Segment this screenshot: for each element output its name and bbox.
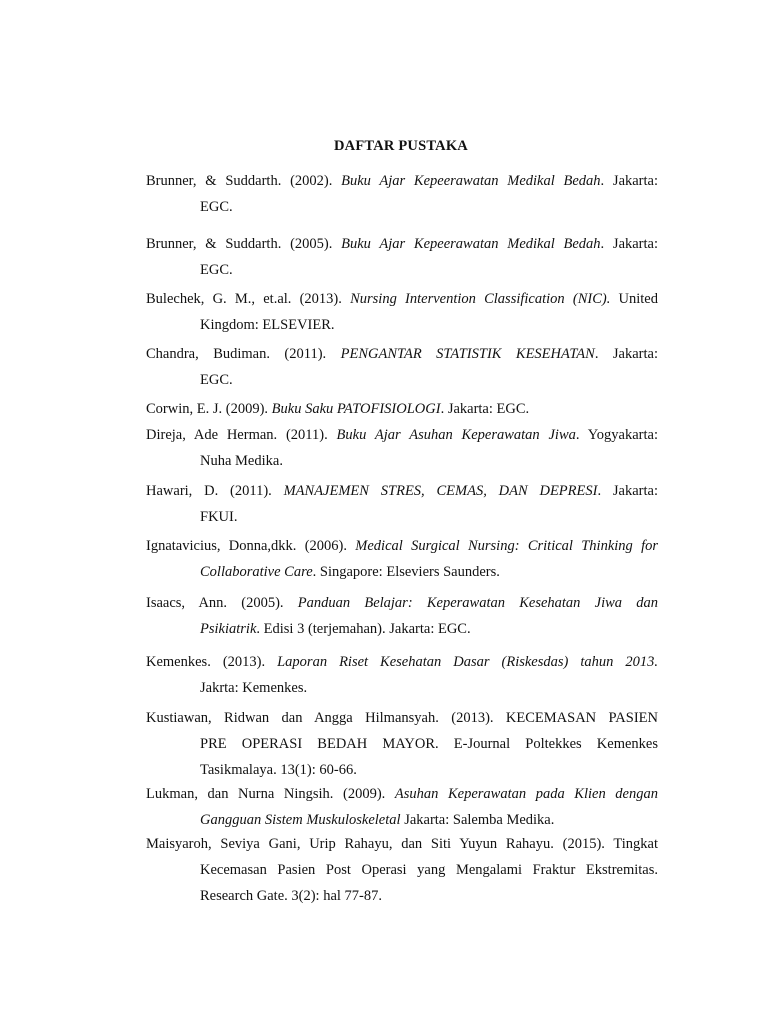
reference-title-text: Buku Ajar Kepeerawatan Medikal Bedah <box>341 236 601 252</box>
reference-text: PRE OPERASI BEDAH MAYOR. E-Journal Poltekkes Kemenkes <box>200 736 658 752</box>
reference-entry <box>146 168 658 220</box>
reference-entry <box>146 341 658 393</box>
reference-text: FKUI. <box>200 509 238 525</box>
reference-text: Ignatavicius, Donna,dkk. (2006). <box>146 538 356 554</box>
reference-text: Maisyaroh, Seviya Gani, Urip Rahayu, dan Siti Yuyun Rahayu. (2015). Tingkat <box>146 836 658 852</box>
reference-text: . Jakarta: <box>594 346 659 362</box>
reference-text: Jakrta: Kemenkes. <box>200 680 308 696</box>
reference-line <box>146 448 658 474</box>
reference-title-text: Asuhan Keperawatan pada Klien dengan <box>394 786 658 802</box>
reference-line <box>146 757 658 783</box>
reference-line <box>146 831 658 857</box>
reference-line <box>146 286 658 312</box>
reference-line <box>146 478 658 504</box>
reference-entry <box>146 231 658 283</box>
reference-text: Kecemasan Pasien Post Operasi yang Mengalami Fraktur Ekstremitas. <box>200 862 658 878</box>
reference-text: . Jakarta: <box>600 236 659 252</box>
reference-text: . Jakarta: <box>597 483 658 499</box>
reference-line <box>146 168 658 194</box>
reference-title-text: Laporan Riset Kesehatan Dasar (Riskesdas) tahun 2013. <box>277 654 659 670</box>
reference-text: Kustiawan, Ridwan dan Angga Hilmansyah. (2013). KECEMASAN PASIEN <box>146 710 658 726</box>
reference-text: EGC. <box>200 199 233 215</box>
reference-title-text: Buku Ajar Kepeerawatan Medikal Bedah <box>341 173 601 189</box>
reference-line <box>146 616 658 642</box>
reference-line <box>146 504 658 530</box>
reference-entry <box>146 396 658 422</box>
reference-line <box>146 649 658 675</box>
reference-text: . Jakarta: EGC. <box>440 401 530 417</box>
reference-text: Lukman, dan Nurna Ningsih. (2009). <box>146 786 395 802</box>
reference-line <box>146 857 658 883</box>
reference-text: Brunner, & Suddarth. (2002). <box>146 173 342 189</box>
reference-text: United <box>610 291 658 307</box>
reference-title-text: Buku Saku PATOFISIOLOGI <box>271 401 441 417</box>
reference-text: EGC. <box>200 372 233 388</box>
reference-text: Nuha Medika. <box>200 453 283 469</box>
reference-title-text: Gangguan Sistem Muskuloskeletal <box>200 812 401 828</box>
reference-text: . Yogyakarta: <box>575 427 658 443</box>
reference-text: Hawari, D. (2011). <box>146 483 284 499</box>
reference-text: Bulechek, G. M., et.al. (2013). <box>146 291 351 307</box>
reference-entry <box>146 478 658 530</box>
reference-text: Brunner, & Suddarth. (2005). <box>146 236 342 252</box>
reference-text: EGC. <box>200 262 233 278</box>
reference-line <box>146 396 658 422</box>
reference-title-text: Psikiatrik <box>200 621 257 637</box>
reference-entry <box>146 781 658 833</box>
reference-entry <box>146 649 658 701</box>
reference-text: Chandra, Budiman. (2011). <box>146 346 341 362</box>
reference-line <box>146 341 658 367</box>
reference-text: . Edisi 3 (terjemahan). Jakarta: EGC. <box>256 621 471 637</box>
reference-entry <box>146 533 658 585</box>
reference-line <box>146 675 658 701</box>
reference-text: Kingdom: ELSEVIER. <box>200 317 335 333</box>
reference-text: Direja, Ade Herman. (2011). <box>146 427 337 443</box>
reference-line <box>146 422 658 448</box>
reference-text: Jakarta: Salemba Medika. <box>400 812 555 828</box>
reference-line <box>146 781 658 807</box>
reference-text: Isaacs, Ann. (2005). <box>146 595 298 611</box>
reference-entry <box>146 705 658 783</box>
reference-line <box>146 731 658 757</box>
reference-title-text: PENGANTAR STATISTIK KESEHATAN <box>340 346 595 362</box>
reference-entry <box>146 590 658 642</box>
reference-text: . Singapore: Elseviers Saunders. <box>312 564 500 580</box>
reference-text: Kemenkes. (2013). <box>146 654 278 670</box>
reference-line <box>146 590 658 616</box>
reference-entry <box>146 422 658 474</box>
reference-line <box>146 231 658 257</box>
reference-line <box>146 194 658 220</box>
reference-title-text: Collaborative Care <box>200 564 313 580</box>
reference-line <box>146 533 658 559</box>
reference-line <box>146 705 658 731</box>
reference-entry <box>146 286 658 338</box>
reference-line <box>146 883 658 909</box>
reference-text: Research Gate. 3(2): hal 77-87. <box>200 888 382 904</box>
reference-line <box>146 559 658 585</box>
reference-title-text: Panduan Belajar: Keperawatan Kesehatan Jiwa dan <box>297 595 658 611</box>
reference-line <box>146 257 658 283</box>
reference-title-text: Nursing Intervention Classification (NIC). <box>350 291 611 307</box>
page-title: DAFTAR PUSTAKA <box>334 138 468 154</box>
reference-text: Corwin, E. J. (2009). <box>146 401 272 417</box>
reference-text: Tasikmalaya. 13(1): 60-66. <box>200 762 357 778</box>
reference-text: . Jakarta: <box>600 173 659 189</box>
reference-line <box>146 312 658 338</box>
reference-title-text: MANAJEMEN STRES, CEMAS, DAN DEPRESI <box>283 483 598 499</box>
reference-title-text: Medical Surgical Nursing: Critical Thinking for <box>355 538 658 554</box>
reference-line <box>146 367 658 393</box>
reference-line <box>146 807 658 833</box>
reference-entry <box>146 831 658 909</box>
reference-title-text: Buku Ajar Asuhan Keperawatan Jiwa <box>336 427 576 443</box>
